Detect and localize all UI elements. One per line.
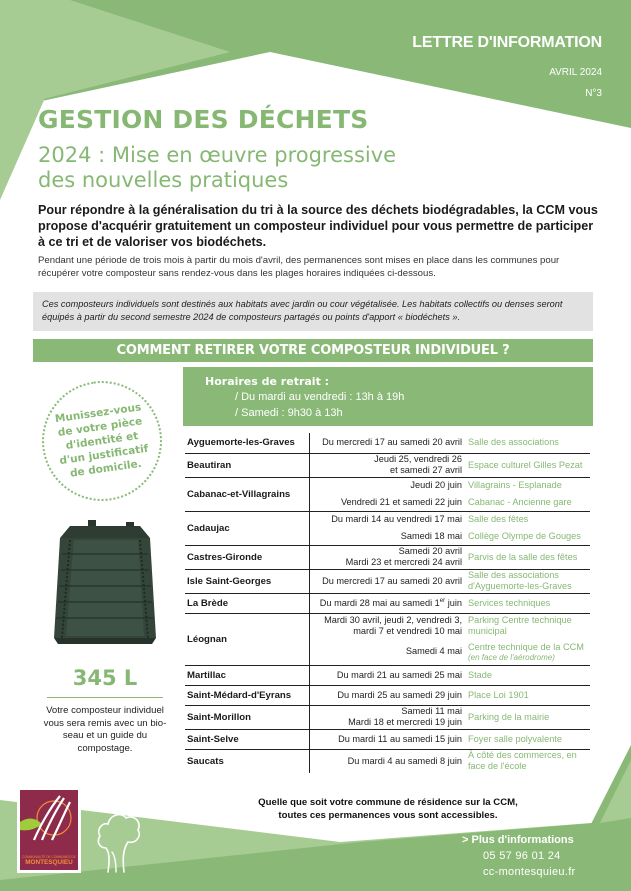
town-name: Saint-Médard-d'Eyrans [185, 685, 310, 705]
date-line: Du mercredi 17 au samedi 20 avril [322, 575, 462, 586]
composter-capacity: 345 L [72, 666, 138, 690]
slot-dates [310, 593, 469, 613]
slot-place [468, 453, 590, 477]
slot-place [468, 477, 590, 494]
schedule-row [185, 705, 590, 729]
town-name: Saint-Morillon [185, 705, 310, 729]
slot-place [468, 569, 590, 593]
logo-emblem-icon [20, 790, 78, 850]
slot-dates [310, 613, 469, 639]
intro-text: Pendant une période de trois mois à partir du mois d'avril, des permanences sont mises en place dans les communes pour récupérer votre composteur sans rendez-vous dans les plages horaires indiquées ci-dessous. [38, 255, 560, 279]
town-name: Cadaujac [185, 511, 310, 545]
date-line: Mardi 23 et mercredi 24 avril [345, 557, 462, 567]
date-line: mardi 7 et vendredi 10 mai [353, 626, 462, 637]
more-info-label: > Plus d'informations [462, 834, 574, 846]
slot-place [468, 639, 590, 665]
slot-dates [310, 749, 469, 773]
schedule-row [185, 613, 590, 639]
place-text: Salle des associations d'Ayguemorte-les-Graves [468, 570, 572, 591]
date-text: Du mardi 28 mai au samedi 1 [319, 597, 440, 608]
hours-weekdays: / Du mardi au vendredi : 13h à 19h [235, 391, 405, 403]
place-text: À côté des commerces, en face de l'école [468, 750, 577, 772]
date-line: Mardi 18 et mercredi 19 juin [348, 717, 462, 727]
slot-dates [310, 705, 469, 729]
footnote-line-1: Quelle que soit votre commune de résidence sur la CCM, [258, 797, 518, 808]
subtitle-line-1: 2024 : Mise en œuvre progressive [38, 143, 397, 167]
slot-place [468, 749, 590, 773]
composter-description: Votre composteur individuel vous sera remis avec un bio-seau et un guide du compostage. [43, 705, 167, 754]
footnote [183, 796, 593, 822]
schedule-row [185, 729, 590, 749]
stamp-text: Munissez-vous de votre pièce d'identité et d'un justificatif de domicile. [54, 401, 150, 480]
place-text: Cabanac - Ancienne gare [468, 496, 572, 507]
hours-box [183, 367, 593, 426]
schedule-row [185, 665, 590, 685]
schedule-row [185, 569, 590, 593]
slot-dates [310, 453, 469, 477]
notice-text: Ces composteurs individuels sont destinés aux habitats avec jardin ou cour végétalisée. Les habitats collectifs ou denses seront équipés à partir du second semestre 2024 de composteurs partagés ou points d'apport « biodéchets ». [42, 299, 563, 322]
date-line: Samedi 20 avril [398, 546, 462, 556]
slot-place [468, 685, 590, 705]
place-text: Espace culturel Gilles Pezat [468, 459, 583, 470]
issue-number: N°3 [585, 88, 602, 99]
date-text: juin [445, 597, 462, 608]
schedule-row [185, 433, 590, 453]
slot-dates [310, 511, 469, 528]
date-line: Vendredi 21 et samedi 22 juin [340, 496, 462, 507]
place-note: (en face de l'aérodrome) [468, 652, 555, 662]
date-line: Du mardi 14 au vendredi 17 mai [331, 514, 462, 525]
slot-place [468, 494, 590, 511]
schedule-row [185, 477, 590, 494]
date-line: Mardi 30 avril, jeudi 2, vendredi 3, [324, 615, 462, 626]
ccm-logo [17, 787, 81, 873]
slot-dates [310, 433, 469, 453]
logo-caption [20, 855, 78, 866]
date-line: Samedi 18 mai [400, 530, 462, 541]
place-text: Parking Centre technique municipal [468, 615, 572, 637]
date-line: Jeudi 20 juin [410, 480, 462, 491]
slot-place [468, 705, 590, 729]
place-text: Collège Olympe de Gouges [468, 530, 581, 541]
date-line: Du mardi 21 au samedi 25 mai [336, 669, 462, 680]
slot-place [468, 613, 590, 639]
slot-dates [310, 528, 469, 545]
town-name: Saint-Selve [185, 729, 310, 749]
date-ordinal: er [439, 597, 446, 604]
date-line: Jeudi 25, vendredi 26 [374, 454, 462, 464]
schedule-row [185, 685, 590, 705]
date-line: Du mardi 25 au samedi 29 juin [337, 689, 462, 700]
town-name: Isle Saint-Georges [185, 569, 310, 593]
tree-icon [96, 808, 142, 874]
newsletter-title: LETTRE D'INFORMATION [412, 34, 602, 51]
subtitle-line-2: des nouvelles pratiques [38, 168, 289, 192]
place-text: Foyer salle polyvalente [468, 733, 562, 744]
town-name: Beautiran [185, 453, 310, 477]
slot-place [468, 665, 590, 685]
place-text: Stade [468, 669, 493, 680]
composter-bin-icon [52, 518, 158, 652]
slot-dates [310, 729, 469, 749]
place-text: Centre technique de la CCM [468, 641, 584, 652]
town-name: Castres-Gironde [185, 545, 310, 569]
date-line: Du mardi 4 au samedi 8 juin [347, 755, 462, 766]
schedule-row [185, 545, 590, 569]
date-line: Du mercredi 17 au samedi 20 avril [322, 437, 462, 448]
slot-place [468, 545, 590, 569]
town-name: Martillac [185, 665, 310, 685]
slot-dates [310, 685, 469, 705]
slot-place [468, 593, 590, 613]
page-subtitle [38, 143, 458, 193]
contact-phone[interactable]: 05 57 96 01 24 [483, 850, 561, 862]
place-text: Parvis de la salle des fêtes [468, 551, 578, 562]
schedule-table [185, 433, 590, 773]
town-name: Ayguemorte-les-Graves [185, 433, 310, 453]
logo-line-1: COMMUNAUTÉ DE COMMUNES DE [22, 855, 76, 859]
slot-place [468, 511, 590, 528]
slot-dates [310, 494, 469, 511]
logo-panel [20, 790, 78, 870]
schedule-row [185, 453, 590, 477]
slot-dates [310, 569, 469, 593]
page-title: GESTION DES DÉCHETS [38, 105, 369, 134]
contact-website[interactable]: cc-montesquieu.fr [483, 866, 576, 878]
section-banner: COMMENT RETIRER VOTRE COMPOSTEUR INDIVIDUEL ? [33, 339, 593, 362]
date-line: Du mardi 11 au samedi 15 juin [338, 733, 462, 744]
slot-place [468, 433, 590, 453]
date-line: Samedi 4 mai [405, 646, 462, 657]
place-text: Parking de la mairie [468, 711, 550, 722]
hours-title: Horaires de retrait : [205, 375, 330, 388]
place-text: Villagrains - Esplanade [468, 480, 562, 491]
intro-lead: Pour répondre à la généralisation du tri à la source des déchets biodégradables, la CCM vous propose d'acquérir gratuitement un composteur individuel pour vous permettre de participer à ce tri et de valoriser vos biodéchets. [38, 203, 598, 249]
place-text: Salle des associations [468, 437, 559, 448]
slot-dates [310, 639, 469, 665]
hours-saturday: / Samedi : 9h30 à 13h [235, 407, 343, 419]
place-text: Services techniques [468, 597, 551, 608]
date-line: Samedi 11 mai [401, 706, 462, 716]
town-name: Léognan [185, 613, 310, 665]
divider [47, 697, 163, 698]
slot-place [468, 729, 590, 749]
schedule-row [185, 593, 590, 613]
notice-box [33, 292, 593, 331]
schedule-row [185, 511, 590, 528]
town-name: La Brède [185, 593, 310, 613]
slot-dates [310, 477, 469, 494]
slot-place [468, 528, 590, 545]
town-name: Saucats [185, 749, 310, 773]
town-name: Cabanac-et-Villagrains [185, 477, 310, 511]
place-text: Salle des fêtes [468, 514, 529, 525]
slot-dates [310, 665, 469, 685]
logo-line-2: MONTESQUIEU [25, 859, 73, 866]
footnote-line-2: toutes ces permanences vous sont accessibles. [278, 810, 498, 821]
date-line: et samedi 27 avril [389, 465, 462, 475]
issue-date: AVRIL 2024 [549, 67, 602, 78]
slot-dates [310, 545, 469, 569]
schedule-row [185, 749, 590, 773]
place-text: Place Loi 1901 [468, 689, 529, 700]
